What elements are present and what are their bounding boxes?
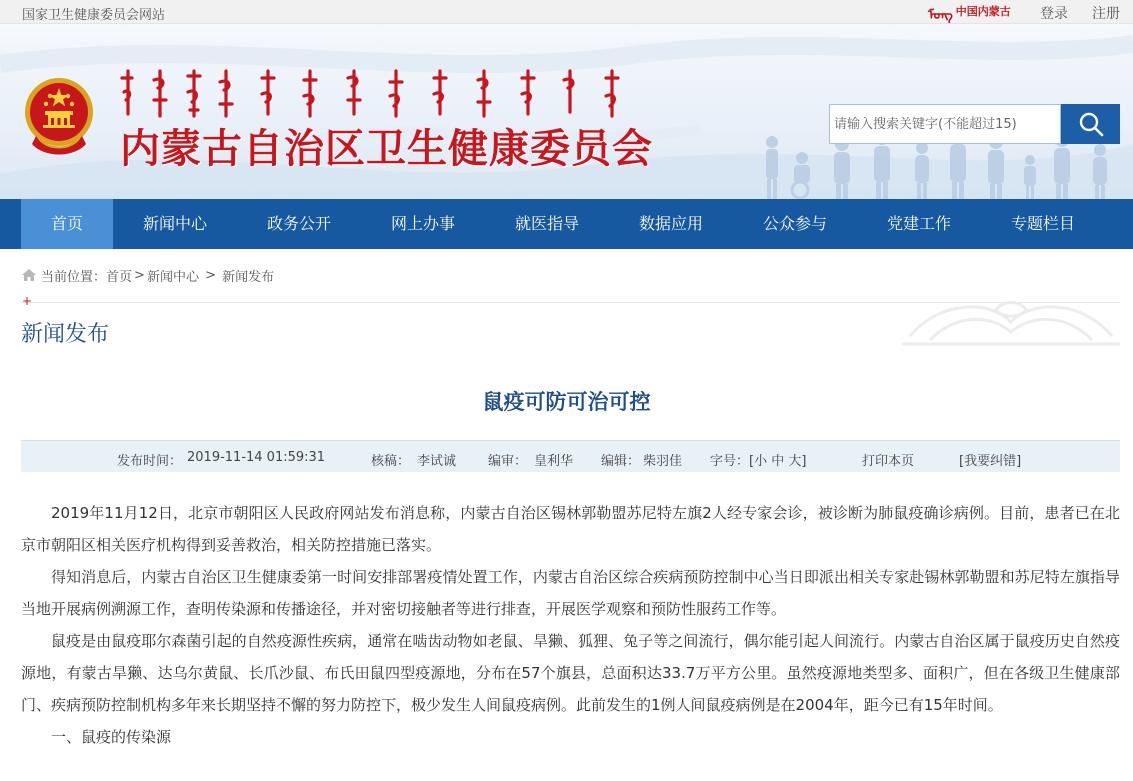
breadcrumb-home-link[interactable]: 首页 — [106, 269, 133, 285]
article-body — [21, 497, 1120, 753]
publish-time: 2019-11-14 01:59:31 — [187, 450, 326, 465]
nav-item-government-affairs[interactable]: 政务公开 — [266, 214, 331, 233]
search-icon — [1078, 111, 1104, 137]
author-name: 柴羽佳 — [643, 454, 683, 469]
nav-item-special-topics[interactable]: 专题栏目 — [1010, 214, 1075, 233]
nav-item-news-center[interactable]: 新闻中心 — [142, 214, 207, 233]
nav-item-home[interactable]: 首页 — [21, 199, 113, 249]
login-link[interactable]: 登录 — [1040, 6, 1068, 22]
breadcrumb-separator: > — [134, 267, 145, 283]
register-link[interactable]: 注册 — [1092, 6, 1120, 22]
section-marker: + — [22, 294, 33, 308]
font-size-selector[interactable]: [小 中 大] — [749, 454, 807, 469]
breadcrumb-news-release-link[interactable]: 新闻发布 — [222, 269, 275, 285]
mongolian-script-title-decoration — [118, 66, 638, 124]
report-error-link[interactable]: [我要纠错] — [959, 454, 1022, 469]
section-title: 新闻发布 — [21, 322, 110, 347]
nav-item-medical-guide[interactable]: 就医指导 — [514, 214, 579, 233]
article-paragraph: 一、鼠疫的传染源 — [51, 728, 172, 746]
home-icon — [21, 267, 37, 283]
logo-text: 中国内蒙古 — [955, 5, 1011, 18]
nav-item-party-building[interactable]: 党建工作 — [886, 214, 951, 233]
editor-name: 皇利华 — [534, 454, 574, 469]
print-page-link[interactable]: 打印本页 — [862, 454, 915, 469]
main-navigation — [0, 199, 1133, 249]
breadcrumb-news-center-link[interactable]: 新闻中心 — [146, 269, 199, 285]
logo-mongolian-glyph: ᠮᠣᠩ — [928, 7, 953, 23]
article-meta-bar — [21, 440, 1120, 472]
author-label: 编辑： — [601, 454, 641, 469]
breadcrumb — [21, 266, 274, 284]
article-paragraph: 2019年11月12日，北京市朝阳区人民政府网站发布消息称，内蒙古自治区锡林郭勒盟苏尼特左旗2人经专家会诊，被诊断为肺鼠疫确诊病例。目前，患者已在北京市朝阳区相关医疗机构得到妥善救治，相关防控措施已落实。 — [21, 504, 1120, 554]
nav-item-online-services[interactable]: 网上办事 — [390, 214, 455, 233]
search-button[interactable] — [1061, 104, 1120, 144]
article-title: 鼠疫可防可治可控 — [482, 389, 651, 414]
search-input[interactable] — [829, 104, 1061, 144]
china-inner-mongolia-logo[interactable] — [928, 1, 1018, 21]
article-paragraph: 鼠疫是由鼠疫耶尔森菌引起的自然疫源性疾病，通常在啮齿动物如老鼠、旱獭、狐狸、兔子等之间流行，偶尔能引起人间流行。内蒙古自治区属于鼠疫历史自然疫源地，有蒙古旱獭、达乌尔黄鼠、长爪沙鼠、布氏田鼠四型疫源地，分布在57个旗县，总面积达33.7万平方公里。虽然疫源地类型多、面积广，但在各级卫生健康部门、疾病预防控制机构多年来长期坚持不懈的努力防控下，极少发生人间鼠疫病例。此前发生的1例人间鼠疫病例是在2004年，距今已有15年时间。 — [21, 632, 1120, 714]
publish-time-label: 发布时间： — [117, 454, 183, 469]
section-ornament-decoration — [900, 296, 1122, 348]
checker-label: 核稿： — [371, 454, 411, 469]
nav-item-public-participation[interactable]: 公众参与 — [762, 214, 827, 233]
national-emblem-icon[interactable] — [22, 74, 96, 158]
font-size-label: 字号： — [710, 454, 750, 469]
checker-name: 李试诚 — [417, 454, 457, 469]
breadcrumb-separator: > — [200, 267, 221, 283]
article-paragraph: 得知消息后，内蒙古自治区卫生健康委第一时间安排部署疫情处置工作，内蒙古自治区综合疾病预防控制中心当日即派出相关专家赴锡林郭勒盟和苏尼特左旗指导当地开展病例溯源工作，查明传染源和传播途径，并对密切接触者等进行排查，开展医学观察和预防性服药工作等。 — [21, 568, 1120, 618]
top-bar — [0, 0, 1133, 24]
organization-title: 内蒙古自治区卫生健康委员会 — [120, 126, 653, 172]
header-banner — [0, 24, 1133, 199]
national-health-commission-link[interactable]: 国家卫生健康委员会网站 — [22, 8, 166, 23]
editor-label: 编审： — [488, 454, 528, 469]
breadcrumb-label: 当前位置： — [41, 269, 107, 285]
nav-item-data-application[interactable]: 数据应用 — [638, 214, 703, 233]
